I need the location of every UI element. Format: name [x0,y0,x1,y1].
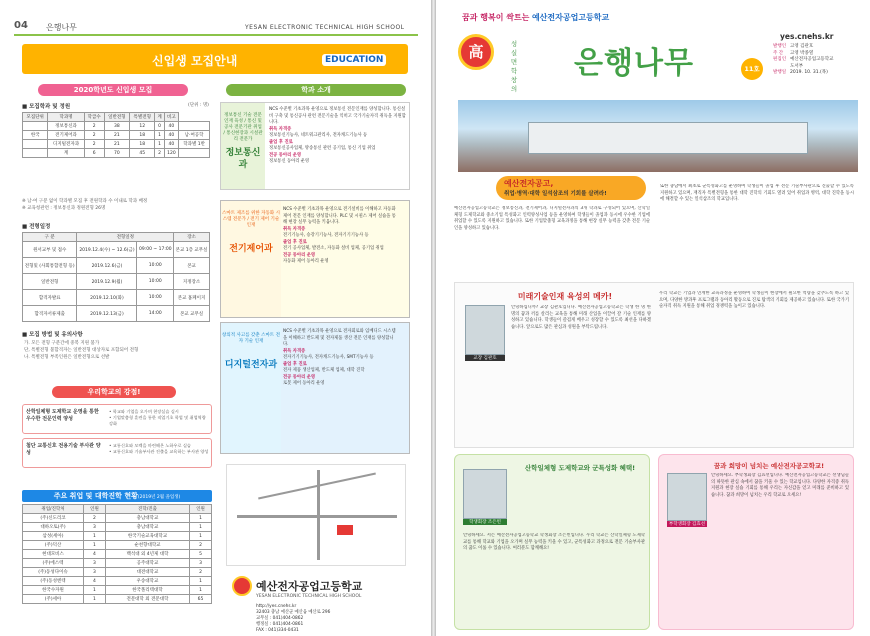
table-cell: 한국기술교육대학교 [105,532,189,541]
method-sub: ■ 모집 방법 및 유의사항 [22,332,83,338]
table-cell: 40 [164,140,179,149]
banner-title: 신입생 모집안내 [152,54,238,68]
dept-desc: NCS 수준별 기초과목 운영으로 전기설비를 이해하고 자동화 제어 전문 인재를 양성합니다. PLC 및 시퀀스 제어 실습을 통해 현장 실무 능력을 키웁니다. [283,207,396,225]
table-cell: 6 [84,149,104,158]
dept-slogan: 창의적 사고를 갖춘 스마트 전자 기술 인재 [222,333,280,344]
dept-side [221,201,281,317]
table-cell [179,122,210,131]
table-cell: 전형및 (사회통합전형 등) [23,258,77,274]
education-logo: EDUCATION [322,54,386,66]
info-key: 발행인 [773,44,787,49]
dept-k3: 전공 동아리 운영 [269,152,302,158]
table-cell: 1 [190,523,212,532]
table-row [23,550,212,559]
dept-name: 정보통신과 [225,148,261,170]
vice-president-section [658,454,854,630]
employment-bar [22,490,212,502]
table-cell: 21 [104,140,129,149]
table-cell: 지정장소 [174,274,210,290]
contact-url[interactable]: http://yes.cnehs.kr [256,604,297,609]
table-cell: 원서교부 및 접수 [23,242,77,258]
dept-k2: 졸업 후 진로 [269,139,293,145]
table-cell: 40 [164,131,179,140]
school-name-en: YESAN ELECTRONIC TECHNICAL HIGH SCHOOL [245,24,405,31]
table-cell: 1 [190,514,212,523]
table-row [23,559,212,568]
info-key: 발행일 [773,70,787,76]
headline-box [496,176,646,200]
table-cell: 1 [84,586,106,595]
motto-char: 실 [510,49,518,57]
table-row [23,541,212,550]
table-cell: 대하오토(주) [23,523,84,532]
table-cell: 디지털전자과 [48,140,84,149]
table-cell: 65 [190,595,212,604]
vice-title: 꿈과 희망이 넘치는 예산전자공고학교! [713,462,825,470]
dept-slogan: 스마트 제조를 위한 자동화 시스템 전문가 / 전기 제어 기술 인재 [222,211,280,228]
table-cell: 2019.12.10(화) [77,290,137,306]
table-header: 학과명 [48,113,84,122]
table-cell: 현대모비스 [23,550,84,559]
dept-v1: 전자기기기능사, 전자캐드기능사, SMT기능사 등 [283,355,374,360]
table-header: 모집단위 [23,113,48,122]
table-cell: 70 [104,149,129,158]
table-row [23,568,212,577]
principal-section [454,282,854,448]
table-cell: 대전대학교 [105,568,189,577]
school-photo [458,100,858,172]
vice-name: 부학생회장 김효선 [668,522,706,527]
dept-k1: 취득 자격증 [283,348,306,354]
table-row [23,274,210,290]
president-name: 학생회장 조은빈 [463,519,507,525]
dept-k1: 취득 자격증 [283,226,306,232]
table-cell: 삼성(세아) [23,532,84,541]
president-text: 안녕하세요. 저는 예산전자공업고등학교 학생회장 조은빈입니다. 우리 학교는 산학일체형 도제학교를 통해 학교와 기업을 오가며 실무 능력을 키울 수 있고, 군특성화고 과정으로 전문 기술부사관의 꿈도 이룰 수 있습니다. 여러분도 함께해요! [463,533,645,551]
school-logo [232,576,252,596]
header-divider [14,34,418,36]
table-cell: 1 [84,532,106,541]
table-cell: 한국 [23,131,48,140]
employment-bar-title: 주요 취업 및 대학진학 현황 [53,492,138,500]
dept-v3: 로봇 제어 동아리 운영 [283,381,325,386]
dept-k3: 전공 동아리 운영 [283,374,316,380]
info-value: 예산전자공업고등학교 [790,57,834,63]
table-cell: 2 [84,122,104,131]
table-cell: 120 [164,149,179,158]
table-cell: 3 [190,559,212,568]
table-cell: 21 [104,131,129,140]
info-value: 고영 김관호 [790,44,814,49]
table-cell: 1 [155,140,164,149]
table-row [23,149,210,158]
table-row [23,577,212,586]
info-key: 편집인 [773,57,787,63]
table-cell: 1 [190,586,212,595]
table-cell: 14:00 [137,306,174,322]
table-cell: (주)동성다이슈 [23,568,84,577]
dept-text [283,329,397,388]
dept-slogan: 정보통신 기술 전문 인재 육성 / 통신 및 공사 전문기관 취업 / 통신현장과 시설관리 전문가 [223,113,263,142]
table-cell [179,149,210,158]
table-row [23,290,210,306]
table-row [23,122,210,131]
masthead-subtitle [462,12,609,23]
contact-tel: 교무실 : 041)404-0862 [256,616,304,621]
dept-info-digital [220,322,410,454]
table-cell: 40 [164,122,179,131]
table-cell: 1 [84,541,106,550]
president-portrait [463,469,507,519]
table-cell: 학과별 1반 [179,140,210,149]
strength-desc: • 학교와 기업을 오가며 현장실습 실시 • 기업맞춤형 훈련을 통한 직업기초 학업 및 취업역량 강화 [109,409,206,426]
intro-col1: 예산전자공업고등학교는 정보통신과, 전기제어과, 디지털전자과의 3개 학과로 구성되어 있으며, 산학일체형 도제학교와 중소기업 특성화고 인력양성사업 등을 운영하여 학생들이 졸업과 동시에 우수한 기업에 취업할 수 있도록 지원하고 있습니다. 또한 기업맞춤형 교육과정을 통해 현장 실무 능력을 갖춘 전문 기술인을 양성하고 있습니다. [454,206,650,231]
table-cell: 18 [130,131,155,140]
table-cell [23,122,48,131]
contact-addr: 32403 충남 예산군 예산읍 예산로 296 [256,610,331,615]
dept-k2: 졸업 후 진로 [283,361,307,367]
table-cell: 정보통신과 [48,122,84,131]
dept-k2: 졸업 후 진로 [283,239,307,245]
table-cell: 10:00 [137,290,174,306]
recruit-bar: 2020학년도 신입생 모집 [38,84,188,96]
table-cell: 12 [130,122,155,131]
page-number: 04 [14,20,28,31]
table-header: 학급수 [84,113,104,122]
dept-v2: 전기 공사업체, 발전소, 자동화 설비 업체, 공기업 취업 [283,246,384,251]
recruit-notes: ※ 남·여 구분 없이 학과별 모집 후 전원학과 수 이내로 학과 배정 ※ 교육청관련 : 정보통신과 정원전형 26명 [22,199,148,211]
table-cell: 2 [190,541,212,550]
dept-text [269,107,407,166]
strength-title: 산학일체형 도제학교 운영을 통한 우수한 전문인력 양성 [26,409,99,422]
table-cell [23,140,48,149]
principal-name: 교장 김관호 [465,355,505,361]
strength-list [22,404,212,468]
table-cell: 3 [84,523,106,532]
table-cell: 10:00 [137,258,174,274]
table-row [23,131,210,140]
table-cell: (주)덕산 [23,541,84,550]
table-cell: 38 [104,122,129,131]
info-row [773,57,863,64]
recruit-banner [22,44,408,74]
info-key: 주 간 [773,50,784,56]
masthead-school: 예산전자공업고등학교 [531,13,610,22]
dept-v3: 정보통신 동아리 운영 [269,159,310,164]
table-cell: 남·여공학 [179,131,210,140]
dept-text [283,207,397,266]
table-cell: 합격자서류제출 [23,306,77,322]
table-row [23,514,212,523]
masthead-title: 은행나무 [574,46,694,81]
table-cell: 1 [155,131,164,140]
publisher-info [773,44,863,77]
table-cell: 2019.12.4(수) ~ 12.6(금) [77,242,137,258]
dept-name: 전기제어과 [229,244,273,254]
table-cell: 10:00 [137,274,174,290]
school-building [528,122,808,154]
table-cell: 5 [190,550,212,559]
motto-char: 성 [510,40,518,48]
page-header [0,0,431,34]
contact-school-name: 예산전자공업고등학교 [256,580,363,593]
motto-char: 의 [510,85,518,93]
table-cell: (주)신도리코 [23,514,84,523]
table-cell: 1 [190,577,212,586]
table-cell: 계 [48,149,84,158]
info-value: 도서부 [790,63,804,69]
table-row [23,586,212,595]
table-row [23,595,212,604]
table-cell: 본교 교무실 [174,306,210,322]
dept-v3: 자동화 제어 동아리 운영 [283,259,329,264]
dept-v1: 정보통신기능사, 네트워크관리사, 전자캐드기능사 등 [269,133,368,138]
contact-block [256,604,330,634]
table-cell: (주)세아 [23,595,84,604]
motto-vertical [508,40,520,94]
table-cell: 일반전형 [23,274,77,290]
strength-desc: • 교통신호와 모렉을 마련해온 노하우로 실습 • 교통신호와 기술부사관 진출을 교육하는 부사관 양성 [109,443,209,454]
headline-title: 예산전자공고, [504,179,554,188]
table-cell: 3 [84,568,106,577]
contact-fax: FAX : 041)334-0431 [256,628,299,633]
principal-portrait [465,305,505,355]
school-logo: 高 [458,34,494,70]
employment-table [22,504,212,604]
table-header: 인원 [190,505,212,514]
table-row [23,140,210,149]
table-header: 인원 [84,505,106,514]
table-cell: 4 [84,577,106,586]
table-header: 취업/진학처 [23,505,84,514]
table-cell: 2 [190,568,212,577]
table-cell: 2 [84,131,104,140]
dept-v1: 전기기능사, 승강기기능사, 전자기기기능사 등 [283,233,369,238]
table-cell: 한국폴리텍대학 [105,586,189,595]
table-header: 진학/진출 [105,505,189,514]
table-cell: 본교 1층 교무실 [174,242,210,258]
page-name: 은행나무 [46,23,77,32]
info-row [773,70,863,77]
table-cell: 충남대학교 [105,523,189,532]
recruit-table [22,112,210,158]
table-header: 전형일정 [77,233,174,242]
table-cell: (주)동성엔텍 [23,577,84,586]
table-cell: 전기제어과 [48,131,84,140]
table-row [23,523,212,532]
table-cell: 2019.12.13(금) [77,306,137,322]
masthead-sub-pre: 꿈과 행복이 싹트는 [462,13,530,22]
table-cell: 2 [84,140,104,149]
strength-item [22,404,212,434]
strength-bar: 우리학교의 강점! [52,386,176,398]
schedule-table [22,232,210,322]
dept-v2: 전자 제품 생산업체, 반도체 업체, 대학 진학 [283,368,365,373]
table-header: 일반전형 [104,113,129,122]
dept-desc: NCS 수준별 기초과목 운영으로 정보통신 전문인재를 양성합니다. 통신설비 구축 및 통신공사 관련 전문기술을 익히고 국가기술자격 취득을 지원합니다. [269,107,406,125]
table-cell: 전문대학 외 전문대학 [105,595,189,604]
table-row [23,258,210,274]
table-header: 장소 [174,233,210,242]
dept-v2: 정보통신공사업체, 방송통신 관련 공기업, 통신 기업 취업 [269,146,376,151]
dept-info-comm [220,102,410,190]
dept-name: 디지털전자과 [224,360,278,370]
principal-text: 안녕하십니까? 교장 김관호입니다. 예산전자공업고등학교는 학생 한 명 한 명의 꿈과 끼를 살리는 교육을 통해 미래 산업을 이끌어 갈 기술 인재를 양성하고 있습니다. 학생들이 즐겁게 배우고 성장할 수 있도록 최선을 다하겠습니다. 앞으로도 많은 관심과 성원을 부탁드립니다. [511,305,651,330]
table-cell: 2019.12.6(금) [77,258,137,274]
intro-col2: 또한 충남에서 최초로 군특성화고를 운영하여 학생들이 졸업 후 전문 기술부사관으로 진출할 수 있도록 지원하고 있으며, 재직자 특별전형을 통한 대학 진학의 기회도 열려 있어 취업과 병역, 대학 진학을 동시에 해결할 수 있는 일석삼조의 학교입니다. [660,184,854,202]
table-row [23,306,210,322]
info-value: 2019. 10. 31.(목) [790,70,828,76]
strength-title: 첨단 교통신호 전용기술 부사관 양성 [26,443,101,456]
info-row [773,44,863,51]
location-map [226,464,406,566]
table-cell: 백석대 외 4년제 대학 [105,550,189,559]
table-cell: 본교 [174,258,210,274]
recruit-sub1: ■ 모집학과 및 정원 [22,104,71,110]
info-value: 고영 박종열 [790,50,814,56]
table-cell: 우송대학교 [105,577,189,586]
table-cell: 공주대학교 [105,559,189,568]
table-cell: 한국수자원 [23,586,84,595]
method-notes: 가. 모든 전형 구분간에 중복 지원 불가 단, 특별전형 불합격자는 일반전형 대상자로 포함되어 전형 나. 특별전형 부족인원은 일반전형으로 선발 [24,341,139,360]
dept-info-elec [220,200,410,318]
strength-item [22,438,212,468]
table-cell: 09:00 ~ 17:00 [137,242,174,258]
principal-text2: 우리 학교는 기업과 연계한 교육과정을 운영하여 학생들이 현장에서 필요한 역량을 갖추도록 하고 있으며, 다양한 방과후 프로그램과 동아리 활동으로 진로 탐색의 기회를 제공하고 있습니다. 또한 국가기술자격 취득 지원을 통해 취업 경쟁력을 높이고 있습니다. [659,291,849,309]
dept-k1: 취득 자격증 [269,126,292,132]
unit-note: (단위 : 명) [188,103,209,108]
table-cell: 2 [155,149,164,158]
dept-desc: NCS 수준별 기초과목 운영으로 전자회로와 임베디드 시스템을 이해하고 반도체 및 전자제품 생산 전문 인재를 양성합니다. [283,329,396,347]
motto-char: 창 [510,76,518,84]
table-cell: 4 [84,550,106,559]
table-cell: 순천향대학교 [105,541,189,550]
contact-school-en: YESAN ELECTRONIC TECHNICAL HIGH SCHOOL [256,594,362,599]
table-cell: (주)에스텍 [23,559,84,568]
table-row [23,242,210,258]
table-cell: 3 [84,559,106,568]
contact-tel2: 행정실 : 041)404-0861 [256,622,304,627]
employment-bar-sub: (2019년 2월 졸업생) [137,495,181,500]
school-marker [337,525,353,535]
left-page [0,0,431,636]
motto-char: 면 [510,58,518,66]
table-cell: 충남대학교 [105,514,189,523]
dept-bar: 학과 소개 [226,84,406,96]
website-url[interactable]: yes.cnehs.kr [780,32,834,41]
dept-side [221,323,281,453]
schedule-sub: ■ 전형일정 [22,224,51,230]
headline-sub: 취업·병역·대학 일석삼조의 기회를 살려라! [504,191,607,197]
table-cell: 1 [84,595,106,604]
table-header: 계 [155,113,164,122]
table-header: 특별전형 [130,113,155,122]
table-cell: 18 [130,140,155,149]
motto-char: 학 [510,67,518,75]
table-header: 비고 [164,113,179,122]
vice-portrait [667,473,707,521]
table-cell [23,149,48,158]
right-page [436,0,870,636]
table-cell: 본교 홈페이지 [174,290,210,306]
issue-badge: 11호 [741,58,763,80]
table-row [23,532,212,541]
table-cell: 1 [190,532,212,541]
president-title: 산학일체형 도제학교와 군특성화 혜택! [524,464,636,472]
vice-text: 안녕하세요. 부학생회장 김효선입니다. 예산전자공업고등학교는 선생님들의 따뜻한 관심 속에서 꿈을 키울 수 있는 학교입니다. 다양한 자격증 취득 지원과 현장 실습 기회를 통해 우리는 자신감을 얻고 미래를 준비하고 있습니다. 꿈과 희망이 넘치는 우리 학교로 오세요! [711,473,849,498]
table-cell: 45 [130,149,155,158]
table-cell: 합격자발표 [23,290,77,306]
table-cell: 0 [155,122,164,131]
dept-side [221,103,265,189]
student-president-section [454,454,650,630]
table-header: 구 분 [23,233,77,242]
principal-title: 미래기술인재 육성의 메카! [517,292,613,301]
table-cell: 2 [84,514,106,523]
dept-k3: 전공 동아리 운영 [283,252,316,258]
table-cell: 2019.12.9(월) [77,274,137,290]
